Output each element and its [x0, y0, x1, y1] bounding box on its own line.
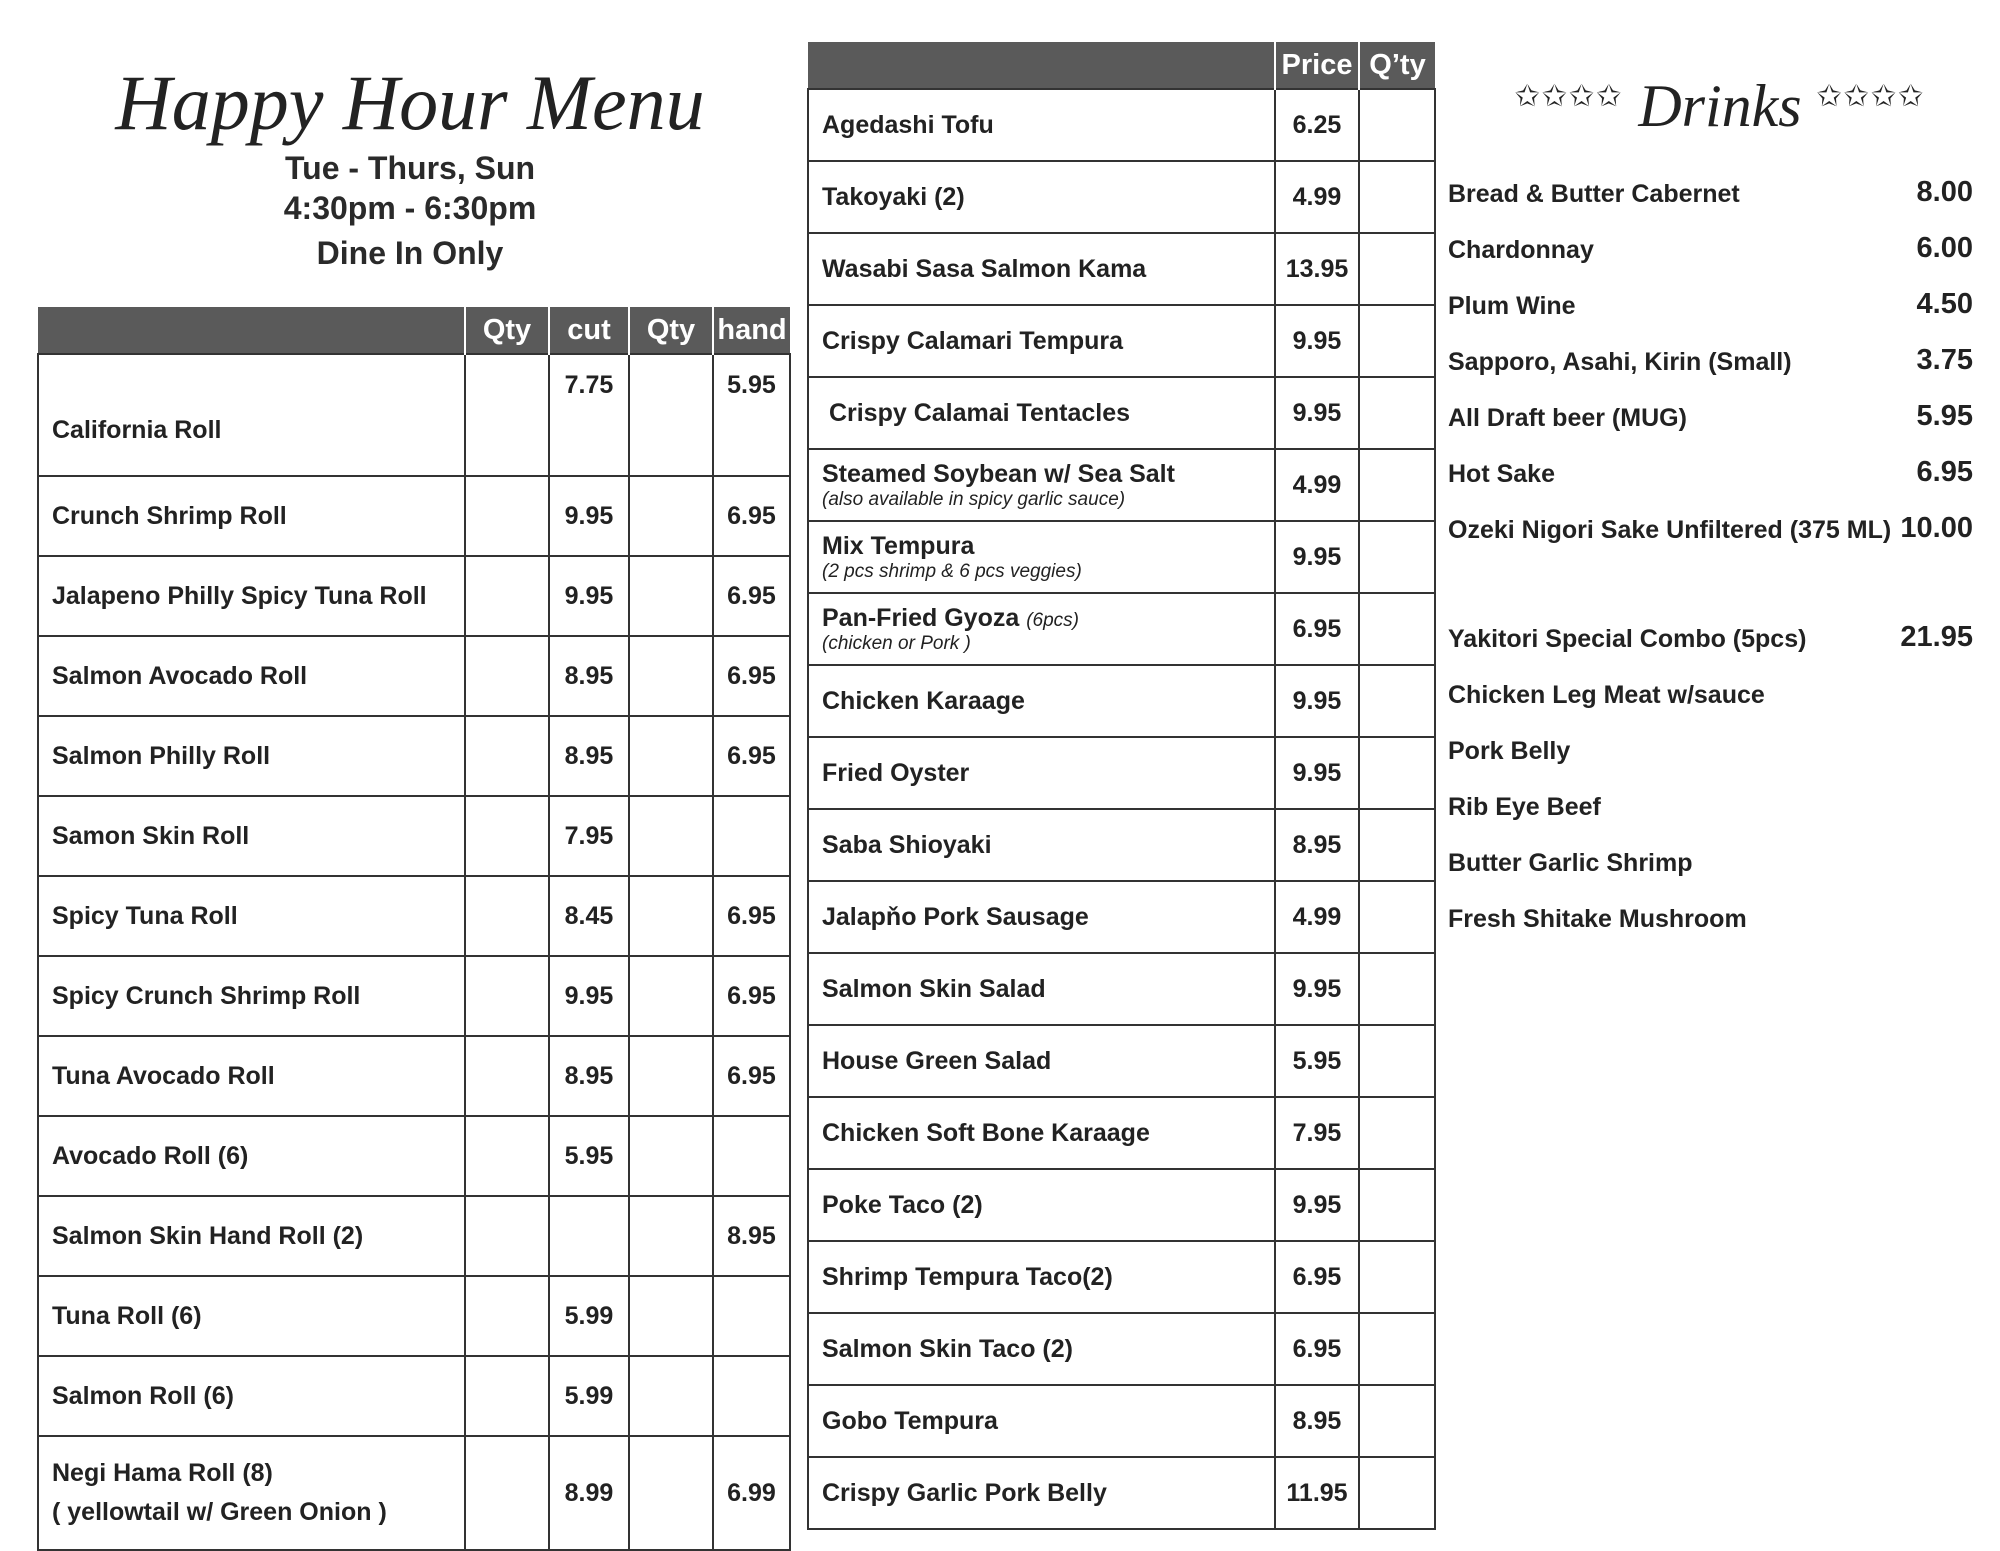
roll-name: Jalapeno Philly Spicy Tuna Roll [52, 581, 427, 610]
qty-hand-cell [629, 716, 713, 796]
item-price: 6.95 [1275, 1313, 1359, 1385]
qty-cut-cell [465, 354, 549, 476]
cut-price: 5.99 [549, 1356, 629, 1436]
roll-name-cell [38, 636, 465, 716]
qty-hand-cell [629, 354, 713, 476]
item-name-cell [808, 377, 1275, 449]
item-name: Fried Oyster [822, 758, 970, 787]
table-row [808, 1097, 1435, 1169]
yakitori-name: Yakitori Special Combo (5pcs) [1448, 625, 1807, 653]
item-name-cell [808, 1457, 1275, 1529]
qty-cell [1359, 1025, 1435, 1097]
drink-name: Hot Sake [1448, 460, 1555, 488]
qty-cell [1359, 1241, 1435, 1313]
hand-price: 5.95 [713, 354, 790, 476]
table-row [808, 449, 1435, 521]
item-count: (6pcs) [1026, 609, 1080, 631]
qty-cut-cell [465, 476, 549, 556]
roll-name: Spicy Crunch Shrimp Roll [52, 981, 361, 1010]
roll-name: Salmon Philly Roll [52, 741, 271, 770]
qty-cell [1359, 233, 1435, 305]
item-name: Wasabi Sasa Salmon Kama [822, 254, 1147, 283]
appetizers-header-price: Price [1275, 42, 1359, 89]
item-price: 6.25 [1275, 89, 1359, 161]
stars-left-icon: ✩✩✩✩ [1514, 80, 1624, 113]
item-price: 4.99 [1275, 881, 1359, 953]
qty-cell [1359, 377, 1435, 449]
qty-cut-cell [465, 1356, 549, 1436]
item-name-cell [808, 1025, 1275, 1097]
qty-hand-cell [629, 556, 713, 636]
cut-price: 8.45 [549, 876, 629, 956]
item-name-cell [808, 737, 1275, 809]
table-row [38, 556, 790, 636]
cut-price [549, 1196, 629, 1276]
table-row [38, 876, 790, 956]
yakitori-name: Butter Garlic Shrimp [1448, 849, 1693, 877]
drink-name: Chardonnay [1448, 236, 1594, 264]
appetizers-header-row [808, 42, 1435, 89]
item-name: Crispy Calamai Tentacles [822, 398, 1131, 427]
yakitori-name: Pork Belly [1448, 737, 1571, 765]
item-name-cell [808, 593, 1275, 665]
hand-price: 6.95 [713, 476, 790, 556]
days-text: Tue - Thurs, Sun [284, 150, 536, 186]
rolls-header-row [38, 307, 790, 354]
table-row [808, 305, 1435, 377]
rolls-header-cut: cut [549, 307, 629, 354]
drink-name: Ozeki Nigori Sake Unfiltered (375 ML) [1448, 516, 1892, 544]
qty-hand-cell [629, 1196, 713, 1276]
appetizers-header-item [808, 42, 1275, 89]
cut-price: 9.95 [549, 956, 629, 1036]
cut-price: 9.95 [549, 556, 629, 636]
qty-cut-cell [465, 1116, 549, 1196]
item-name-cell [808, 665, 1275, 737]
drink-name: Bread & Butter Cabernet [1448, 180, 1740, 208]
table-row [38, 1196, 790, 1276]
qty-hand-cell [629, 1436, 713, 1550]
table-row [808, 233, 1435, 305]
item-name-cell [808, 1241, 1275, 1313]
item-price: 9.95 [1275, 737, 1359, 809]
roll-name-cell [38, 1356, 465, 1436]
rolls-table [37, 307, 791, 1551]
hand-price: 8.95 [713, 1196, 790, 1276]
roll-name: Tuna Avocado Roll [52, 1061, 275, 1090]
table-row [38, 1436, 790, 1550]
cut-price: 5.99 [549, 1276, 629, 1356]
item-price: 5.95 [1275, 1025, 1359, 1097]
item-price: 9.95 [1275, 521, 1359, 593]
qty-cut-cell [465, 796, 549, 876]
item-price: 6.95 [1275, 593, 1359, 665]
item-name-cell [808, 809, 1275, 881]
qty-cell [1359, 1313, 1435, 1385]
table-row [808, 1025, 1435, 1097]
stars-right-icon: ✩✩✩✩ [1816, 80, 1926, 113]
item-name: Shrimp Tempura Taco(2) [822, 1262, 1113, 1291]
table-row [808, 89, 1435, 161]
roll-name-cell [38, 1116, 465, 1196]
item-name-cell [808, 1097, 1275, 1169]
rolls-header-qty-hand: Qty [629, 307, 713, 354]
roll-name-cell [38, 956, 465, 1036]
roll-name: Crunch Shrimp Roll [52, 501, 287, 530]
qty-hand-cell [629, 1356, 713, 1436]
qty-hand-cell [629, 956, 713, 1036]
item-name: Jalapňo Pork Sausage [822, 902, 1089, 931]
item-name-cell [808, 1313, 1275, 1385]
roll-name: Salmon Roll (6) [52, 1381, 234, 1410]
item-name: House Green Salad [822, 1046, 1052, 1075]
item-name-cell [808, 1385, 1275, 1457]
drink-price: 3.75 [1916, 344, 1973, 376]
qty-cut-cell [465, 556, 549, 636]
item-name-cell [808, 161, 1275, 233]
table-row [38, 636, 790, 716]
roll-name-cell [38, 1196, 465, 1276]
qty-hand-cell [629, 636, 713, 716]
item-name: Agedashi Tofu [822, 110, 994, 139]
drink-price: 4.50 [1916, 288, 1973, 320]
item-note: (chicken or Pork ) [822, 632, 971, 654]
roll-name-cell [38, 876, 465, 956]
roll-name: Avocado Roll (6) [52, 1141, 249, 1170]
hand-price [713, 1116, 790, 1196]
qty-cell [1359, 665, 1435, 737]
table-row [808, 1385, 1435, 1457]
table-row [808, 953, 1435, 1025]
table-row [808, 881, 1435, 953]
roll-name: Tuna Roll (6) [52, 1301, 202, 1330]
item-name-cell [808, 89, 1275, 161]
roll-name-cell [38, 1036, 465, 1116]
qty-cell [1359, 1385, 1435, 1457]
hand-price: 6.95 [713, 556, 790, 636]
table-row [38, 476, 790, 556]
table-row [808, 521, 1435, 593]
table-row [808, 1457, 1435, 1529]
roll-name-cell [38, 1276, 465, 1356]
item-name: Saba Shioyaki [822, 830, 992, 859]
qty-cut-cell [465, 956, 549, 1036]
hand-price: 6.95 [713, 956, 790, 1036]
roll-name: Samon Skin Roll [52, 821, 250, 850]
qty-cell [1359, 881, 1435, 953]
cut-price: 7.75 [549, 354, 629, 476]
qty-hand-cell [629, 876, 713, 956]
table-row [38, 1276, 790, 1356]
menu-title: Happy Hour Menu [115, 59, 705, 146]
item-name-cell [808, 233, 1275, 305]
qty-cut-cell [465, 1036, 549, 1116]
yakitori-name: Chicken Leg Meat w/sauce [1448, 681, 1765, 709]
appetizers-table [807, 42, 1436, 1530]
cut-price: 8.95 [549, 636, 629, 716]
qty-cell [1359, 953, 1435, 1025]
item-price: 4.99 [1275, 449, 1359, 521]
qty-cut-cell [465, 876, 549, 956]
item-name-cell [808, 1169, 1275, 1241]
table-row [38, 1356, 790, 1436]
qty-hand-cell [629, 796, 713, 876]
qty-cut-cell [465, 1196, 549, 1276]
item-name-cell [808, 881, 1275, 953]
table-row [38, 956, 790, 1036]
item-name-cell [808, 449, 1275, 521]
table-row [38, 716, 790, 796]
item-name: Gobo Tempura [822, 1406, 998, 1435]
item-price: 8.95 [1275, 1385, 1359, 1457]
cut-price: 5.95 [549, 1116, 629, 1196]
yakitori-name: Fresh Shitake Mushroom [1448, 905, 1747, 933]
item-price: 9.95 [1275, 377, 1359, 449]
yakitori-price: 21.95 [1900, 621, 1973, 653]
roll-name-cell [38, 476, 465, 556]
hand-price: 6.95 [713, 716, 790, 796]
drink-name: All Draft beer (MUG) [1448, 404, 1687, 432]
roll-name: California Roll [52, 415, 222, 444]
drink-name: Sapporo, Asahi, Kirin (Small) [1448, 348, 1792, 376]
hand-price: 6.99 [713, 1436, 790, 1550]
qty-cut-cell [465, 716, 549, 796]
table-row [808, 593, 1435, 665]
qty-cell [1359, 305, 1435, 377]
qty-cut-cell [465, 1436, 549, 1550]
item-price: 6.95 [1275, 1241, 1359, 1313]
qty-cut-cell [465, 1276, 549, 1356]
item-name: Salmon Skin Taco (2) [822, 1334, 1073, 1363]
qty-cell [1359, 737, 1435, 809]
item-note: (2 pcs shrimp & 6 pcs veggies) [822, 560, 1082, 582]
qty-cell [1359, 521, 1435, 593]
item-name: Poke Taco (2) [822, 1190, 983, 1219]
drink-price: 6.95 [1916, 456, 1973, 488]
qty-hand-cell [629, 1036, 713, 1116]
drink-price: 5.95 [1916, 400, 1973, 432]
item-name: Salmon Skin Salad [822, 974, 1046, 1003]
drink-price: 8.00 [1916, 176, 1973, 208]
item-name: Crispy Garlic Pork Belly [822, 1478, 1107, 1507]
item-name: Chicken Karaage [822, 686, 1025, 715]
hand-price: 6.95 [713, 636, 790, 716]
item-price: 11.95 [1275, 1457, 1359, 1529]
table-row [808, 377, 1435, 449]
table-row [38, 354, 790, 476]
item-price: 9.95 [1275, 1169, 1359, 1241]
drink-price: 10.00 [1900, 512, 1973, 544]
item-name: Mix Tempura [822, 531, 975, 560]
roll-name-cell [38, 716, 465, 796]
item-price: 9.95 [1275, 665, 1359, 737]
cut-price: 8.95 [549, 1036, 629, 1116]
item-name-cell [808, 953, 1275, 1025]
drinks-title [1440, 72, 2000, 141]
qty-cell [1359, 1457, 1435, 1529]
cut-price: 7.95 [549, 796, 629, 876]
item-note: (also available in spicy garlic sauce) [822, 488, 1126, 510]
hand-price [713, 796, 790, 876]
roll-name-cell [38, 354, 465, 476]
qty-hand-cell [629, 1276, 713, 1356]
hand-price [713, 1276, 790, 1356]
table-row [808, 1313, 1435, 1385]
drink-price: 6.00 [1916, 232, 1973, 264]
qty-cell [1359, 1097, 1435, 1169]
roll-name-detail: ( yellowtail w/ Green Onion ) [52, 1498, 387, 1526]
yakitori-name: Rib Eye Beef [1448, 793, 1601, 821]
qty-hand-cell [629, 476, 713, 556]
rolls-header-hand: hand [713, 307, 790, 354]
table-row [808, 665, 1435, 737]
table-row [808, 1169, 1435, 1241]
hand-price: 6.95 [713, 876, 790, 956]
qty-hand-cell [629, 1116, 713, 1196]
qty-cut-cell [465, 636, 549, 716]
rolls-header-item [38, 307, 465, 354]
roll-name-cell [38, 556, 465, 636]
item-price: 9.95 [1275, 953, 1359, 1025]
table-row [38, 796, 790, 876]
item-price: 7.95 [1275, 1097, 1359, 1169]
drinks-heading: Drinks [1638, 73, 1802, 139]
roll-name-cell [38, 796, 465, 876]
item-price: 4.99 [1275, 161, 1359, 233]
qty-cell [1359, 449, 1435, 521]
item-name: Steamed Soybean w/ Sea Salt [822, 459, 1175, 488]
roll-name: Negi Hama Roll (8) [52, 1459, 273, 1487]
roll-name: Spicy Tuna Roll [52, 901, 238, 930]
roll-name-cell [38, 1436, 465, 1550]
drink-name: Plum Wine [1448, 292, 1576, 320]
item-name-cell [808, 305, 1275, 377]
qty-cell [1359, 89, 1435, 161]
qty-cell [1359, 161, 1435, 233]
table-row [38, 1036, 790, 1116]
item-name: Takoyaki (2) [822, 182, 965, 211]
item-name-cell [808, 521, 1275, 593]
item-name: Chicken Soft Bone Karaage [822, 1118, 1150, 1147]
item-price: 13.95 [1275, 233, 1359, 305]
appetizers-header-qty: Q’ty [1359, 42, 1435, 89]
table-row [808, 1241, 1435, 1313]
table-row [808, 737, 1435, 809]
rolls-header-qty-cut: Qty [465, 307, 549, 354]
item-price: 8.95 [1275, 809, 1359, 881]
qty-cell [1359, 593, 1435, 665]
roll-name: Salmon Skin Hand Roll (2) [52, 1221, 364, 1250]
item-name: Crispy Calamari Tempura [822, 326, 1124, 355]
cut-price: 9.95 [549, 476, 629, 556]
cut-price: 8.95 [549, 716, 629, 796]
item-price: 9.95 [1275, 305, 1359, 377]
hand-price [713, 1356, 790, 1436]
qty-cell [1359, 809, 1435, 881]
hand-price: 6.95 [713, 1036, 790, 1116]
table-row [808, 809, 1435, 881]
roll-name: Salmon Avocado Roll [52, 661, 308, 690]
hours-text: 4:30pm - 6:30pm [283, 190, 537, 226]
table-row [808, 161, 1435, 233]
dine-in-text: Dine In Only [316, 235, 504, 271]
table-row [38, 1116, 790, 1196]
cut-price: 8.99 [549, 1436, 629, 1550]
qty-cell [1359, 1169, 1435, 1241]
item-name: Pan-Fried Gyoza [822, 603, 1020, 632]
